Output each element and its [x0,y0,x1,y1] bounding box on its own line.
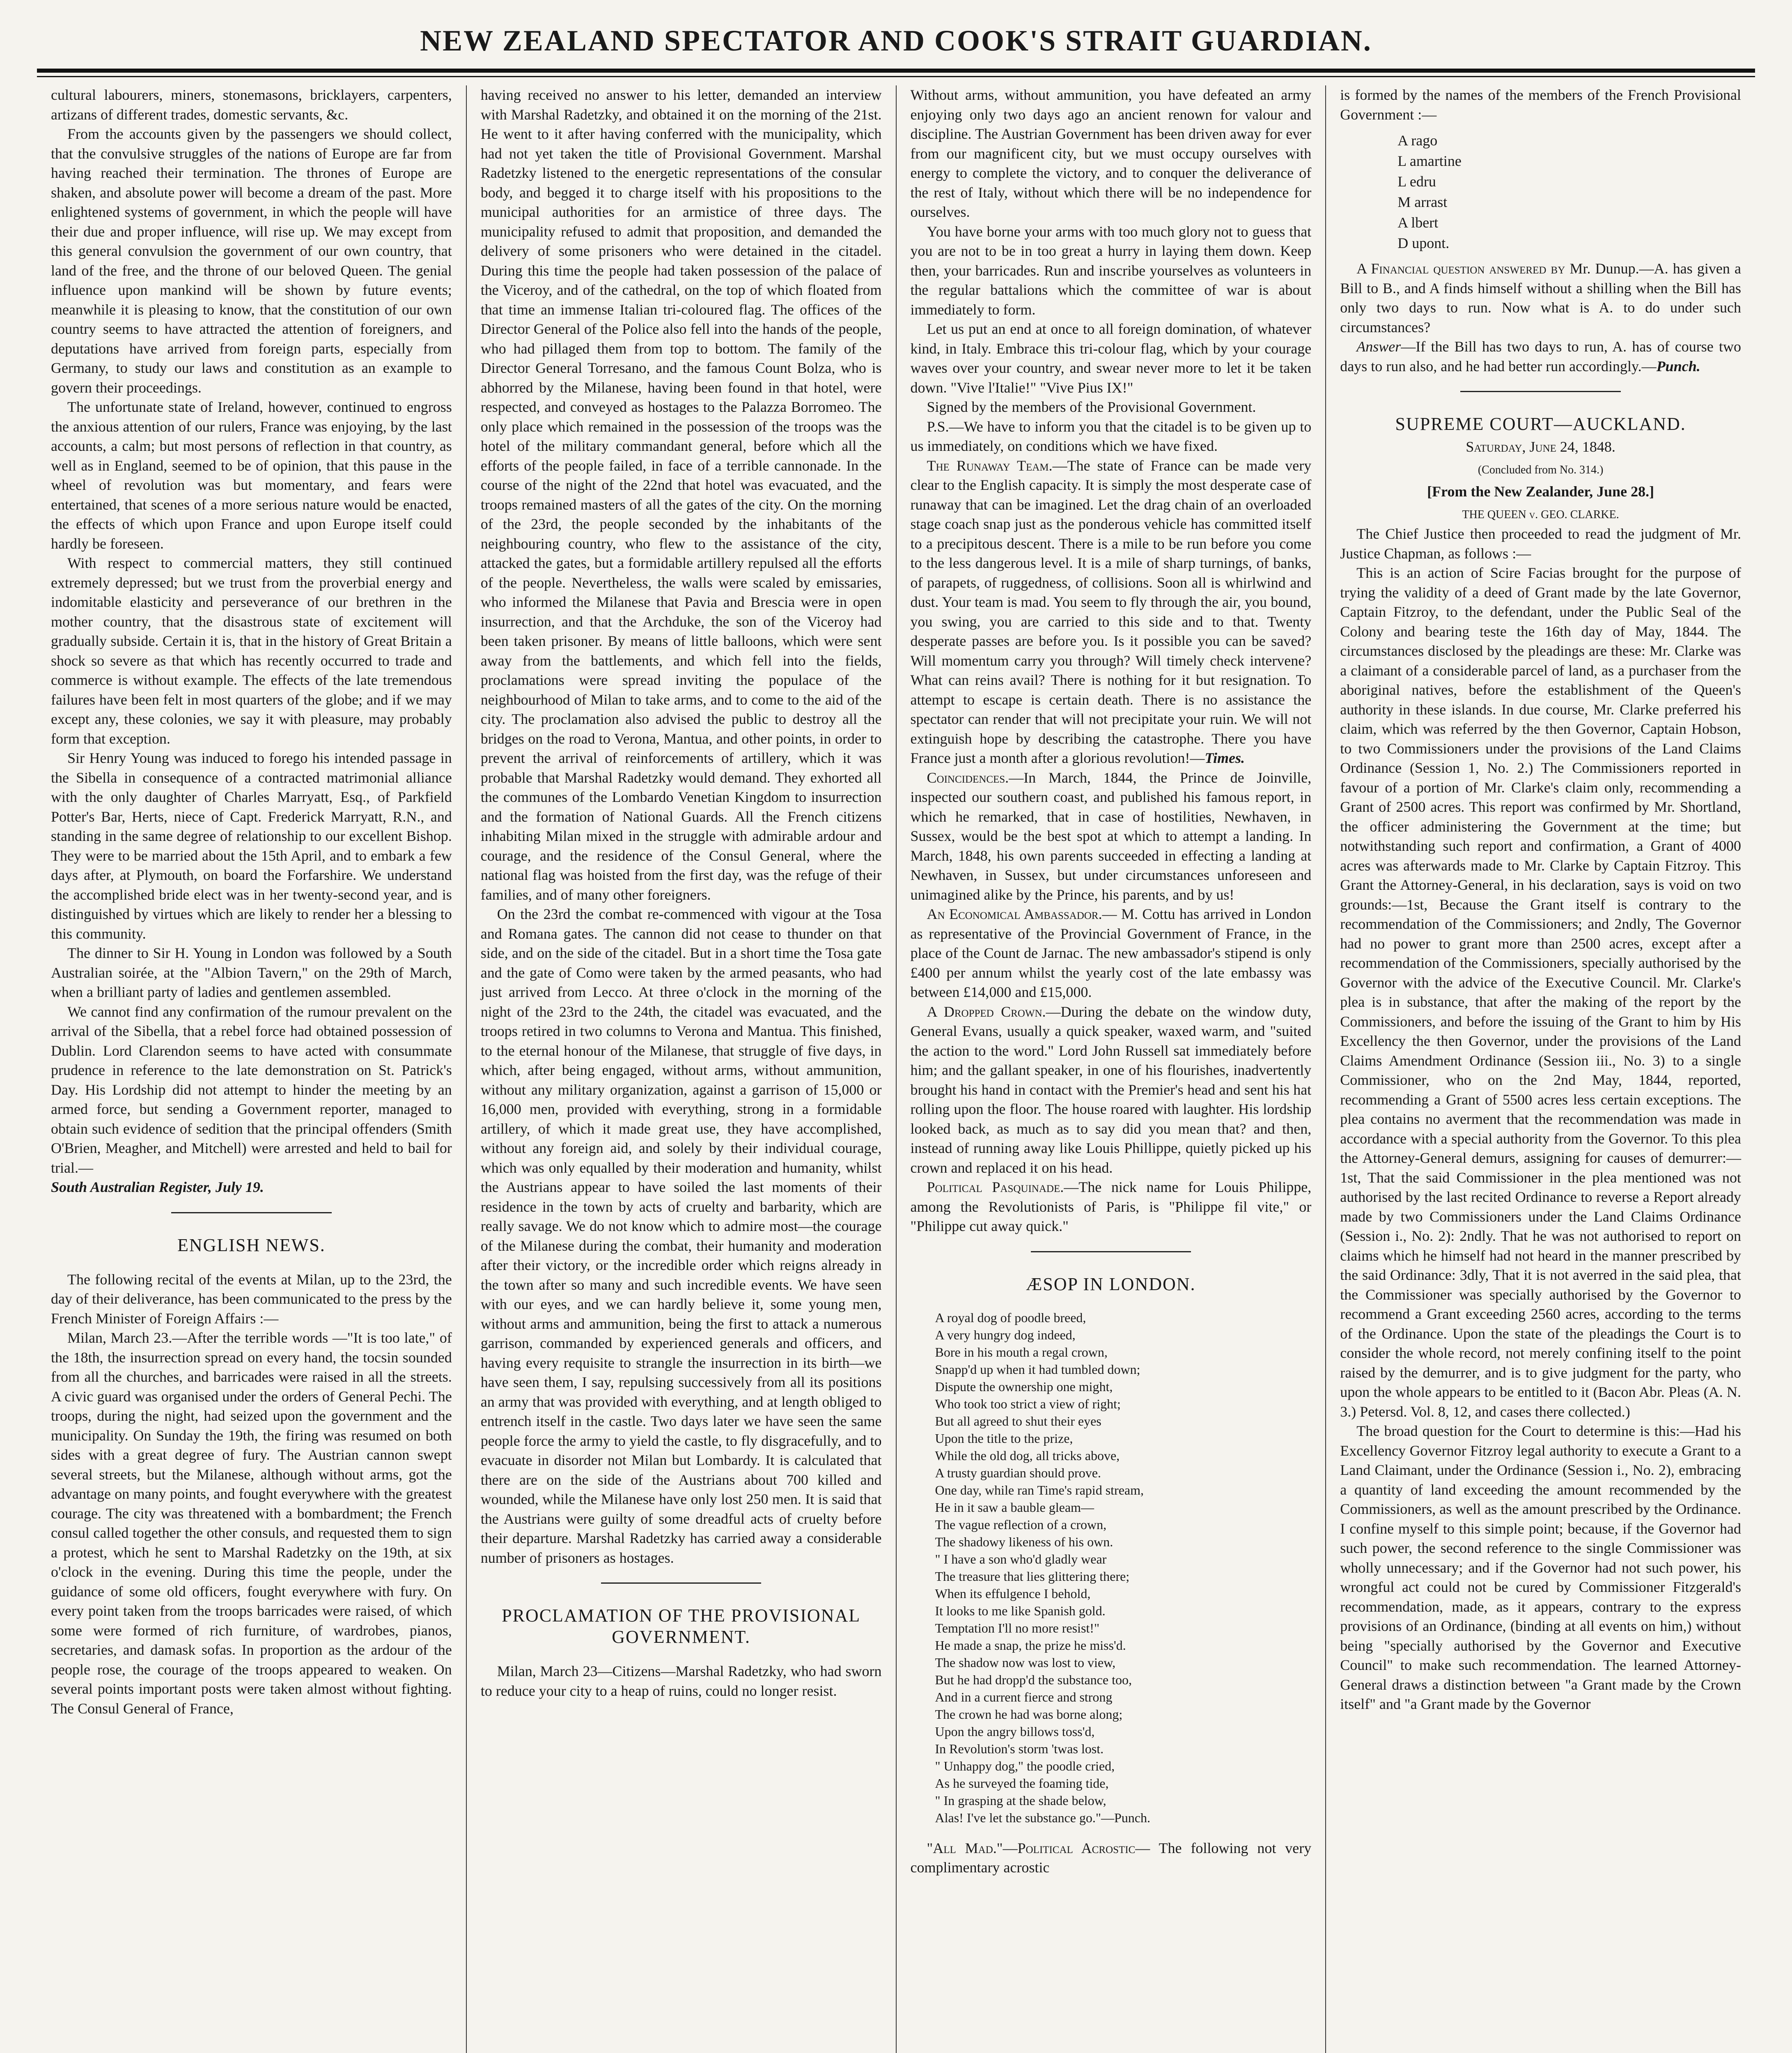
paragraph-text: We cannot find any confirmation of the rumour prevalent on the arrival of the Sibella, that a rebel force had obtained possession of Dublin. Lord Clarendon seems to have acted with consummate prudence in reference to the late demonstration on St. Patrick's Day. His Lordship did not attempt to hinder the meeting by an armed force, but sending a Government reporter, managed to obtain such evidence of sedition that the principal offenders (Smith O'Brien, Meagher, and Mitchell) were arrested and held to bail for trial.— [51,1003,452,1176]
signer-name: M arrast [1397,194,1448,211]
section-rule [1031,1251,1191,1252]
poem-line: In Revolution's storm 'twas lost. [935,1741,1104,1756]
poem-line: When its effulgence I behold, [935,1586,1091,1601]
poem-line: And in a current fierce and strong [935,1689,1113,1704]
paragraph: Milan, March 23.—After the terrible words —"It is too late," of the 18th, the insurrection spread on every hand, the tocsin sounded from all the churches, and barricades were raised in all the streets. A civic guard was organised under the orders of General Pechi. The troops, during the night, had seized upon the government and the municipality. On Sunday the 19th, the firing was resumed on both sides with a great degree of fury. The Austrian cannon swept several streets, but the Milanese, although without arms, got the advantage on many points, and fought everywhere with the greatest courage. The city was threatened with a bombardment; the French consul called together the other consuls, and requested them to sign a protest, which he sent to Marshal Radetzky on the 19th, at six o'clock in the evening. During this time the people, under the guidance of some old officers, fought everywhere with fury. On every point taken from the troops barricades were raised, of which some were formed of rich furniture, of wardrobes, pianos, secretaries, and damask sofas. In proportion as the ardour of the people rose, the courage of the troops appeared to weaken. On several points important posts were taken almost without fighting. The Consul General of France, [51,1330,452,1717]
paragraph: Let us put an end at once to all foreign domination, of whatever kind, in Italy. Embrace this tri-colour flag, which by your courage waves over your country, and swear never more to let it be taken down. "Vive l'Italie!" "Vive Pius IX!" [910,321,1312,396]
paragraph-text: —The nick name for Louis Philippe, among the Revolutionists of Paris, is "Philippe fil vite," or "Philippe cut away quick." [910,1179,1312,1235]
poem-line: Who took too strict a view of right; [935,1396,1121,1411]
paragraph: cultural labourers, miners, stonemasons, bricklayers, carpenters, artizans of different trades, domestic servants, &c. [51,87,452,123]
section-rule [1460,391,1621,392]
section-title-supreme-court: SUPREME COURT—AUCKLAND. [1395,414,1686,434]
poem-line: Upon the angry billows toss'd, [935,1724,1095,1739]
source-credit: South Australian Register, July 19. [51,1179,264,1196]
paragraph-text: —If the Bill has two days to run, A. has of course two days to run also, and he had better run accordingly.— [1340,338,1741,374]
column-1 [37,85,466,2053]
poem-line: But he had dropp'd the substance too, [935,1672,1132,1687]
section-title-proclamation: PROCLAMATION OF THE PROVISIONAL GOVERNMENT. [502,1605,861,1647]
poem-line: He made a snap, the prize he miss'd. [935,1637,1126,1653]
signer-name: L amartine [1397,153,1462,170]
item-heading: A Dropped Crown. [927,1003,1046,1020]
poem-line: As he surveyed the foaming tide, [935,1775,1109,1791]
poem-line: The treasure that lies glittering there; [935,1568,1130,1584]
paragraph: is formed by the names of the members of the French Provisional Government :— [1340,87,1741,123]
source-line: [From the New Zealander, June 28.] [1427,483,1654,500]
paragraph-text: —The state of France can be made very clear to the English capacity. It is simply the most desperate case of runaway that can be imagined. Let the drag chain of an overloaded stage coach snap just as the ponderous vehicle has committed itself to a precipitous descent. There is a mile to be run before you come to the less dangerous level. It is a mile of sharp turnings, of banks, of parapets, of ruggedness, of collisions. Soon all is whirlwind and dust. Your team is mad. You seem to fly through the air, you bound, you swing, you are carried to this side and to that. Twenty desperate passes are before you. Is it possible you can be saved? Will momentum carry you through? Will timely check intervene? What can reins avail? There is nothing for it but resignation. To attempt to escape is certain death. There is no assistance the spectator can render that will not precipitate your ruin. We will not extinguish hope by describing the catastrophe. There you have France just a month after a glorious revolution!— [910,457,1312,767]
poem-line: Bore in his mouth a regal crown, [935,1344,1108,1359]
poem-line: It looks to me like Spanish gold. [935,1603,1106,1618]
court-date: Saturday, June 24, 1848. [1466,439,1615,455]
paragraph: The broad question for the Court to determine is this:—Had his Excellency Governor Fitzroy legal authority to execute a Grant to a Land Claimant, under the Ordinance (Session i., No. 2), embracing a quantity of land exceeding the amount recommended by the Commissioners, as well as the amount prescribed by the Ordinance. I confine myself to this simple point; because, if the Governor had such power, the second reference to the single Commissioner was wholly unnecessary; and if the Governor had not such power, his wrongful act could not be cured by Commissioner Fitzgerald's recommendation, made, as it appears, contrary to the express provisions of an Ordinance, (binding at all events on him,) without being "specially authorised by the Governor and Executive Council" to make such recommendation. The learned Attorney-General draws a distinction between "a Grant made by the Crown itself" and "a Grant made by the Governor [1340,1423,1742,1713]
paragraph: The following recital of the events at Milan, up to the 23rd, the day of their deliverance, has been communicated to the press by the French Minister of Foreign Affairs :— [51,1271,452,1327]
source-credit: Punch. [1656,358,1700,374]
masthead-rule-thin [37,76,1755,77]
paragraph [1340,259,1741,337]
paragraph-text: —In March, 1844, the Prince de Joinville, inspected our southern coast, and published his famous report, in which he remarked, that in case of hostilities, Newhaven, in Sussex, would be the best spot at which to attempt a landing. In March, 1848, his own parents succeeded in effecting a landing at Newhaven, in Sussex, but under circumstances unforeseen and unimagined alike by the Prince, his parents, and by us! [910,769,1312,903]
signer-name: D upont. [1397,235,1450,252]
paragraph: You have borne your arms with too much glory not to guess that you are not to be in too great a hurry in laying them down. Keep then, your barricades. Run and inscribe yourselves as volunteers in the regular battalions which the committee of war is about immediately to form. [910,223,1312,318]
masthead-rule-thick [37,69,1755,73]
paragraph: This is an action of Scire Facias brought for the purpose of trying the validity of a deed of Grant made by the late Governor, Captain Fitzroy, to the defendant, under the Public Seal of the Colony and bearing teste the 16th day of May, 1844. The circumstances disclosed by the pleadings are these: Mr. Clarke was a claimant of a considerable parcel of land, as a purchaser from the aboriginal natives, before the establishment of the Queen's authority in these islands. In due course, Mr. Clarke preferred his claim, which was referred by the then Governor, Captain Hobson, to two Commissioners under the provisions of the Land Claims Ordinance (Session 1, No. 2.) The Commissioners reported in favour of a portion of Mr. Clarke's claim only, recommending a Grant of 2500 acres. This report was confirmed by Mr. Shortland, the officer administering the Government at the time; but notwithstanding such report and confirmation, a Grant of 4000 acres was afterwards made to Mr. Clarke by Captain Fitzroy. This Grant the Attorney-General, in his declaration, says is void on two grounds:—1st, Because the Grant itself is contrary to the recommendation of the Commissioners; and 2ndly, The Governor had no power to grant more than 2500 acres, except after a recommendation of the Commissioners, specially authorised by the Governor with the advice of the Executive Council. Mr. Clarke's plea is in substance, that after the making of the report by the Commissioners, and before the issuing of the Grant to him by His Excellency the then Governor, under the provisions of the Land Claims Amendment Ordinance (Session iii., No. 3) to a single Commissioner, who on the 2nd May, 1844, reported, recommending a Grant of 5500 acres less certain exceptions. The plea contains no averment that the recommendation was made in accordance with a special authority from the Governor. To this plea the Attorney-General demurs, assigning for causes of demurrer:—1st, That the said Commissioner in the plea mentioned was not authorised by the last recited Ordinance to reverse a Report already made by two Commissioners under the Land Claims Ordinance (Session i., No. 2): 2ndly. That he was not authorised to report on claims which he himself had not heard in the manner prescribed by the said Ordinance: 3dly, That it is not averred in the said plea, that the Commissioner was specially authorised by the Governor to recommend a Grant exceeding 2560 acres, according to the terms of the Ordinance. Upon the state of the pleadings the Court is to consider the whole record, not merely confining itself to the point raised by the demurrer, and is to give judgment for the party, who upon the whole appears to be entitled to it (Bacon Abr. Pleas (A. N. 3.) Petersd. Vol. 8, 12, and cases there collected.) [1340,565,1741,1420]
paragraph: Signed by the members of the Provisional Government. [927,399,1256,416]
paragraph-text: The following not very complimentary acrostic [910,1839,1312,1876]
poem-line: The crown he had was borne along; [935,1706,1123,1722]
paragraph [51,1002,452,1197]
paragraph: having received no answer to his letter, demanded an interview with Marshal Radetzky, and obtained it on the morning of the 21st. He went to it after having conferred with the municipality, which had not yet taken the title of Provisional Government. Marshal Radetzky listened to the energetic representations of the consular body, and begged it to charge itself with his propositions to the municipal authorities for an armistice of three days. The municipality refused to admit that proposition, and demanded the delivery of some prisoners who were detained in the citadel. During this time the people had taken possession of the palace of the Viceroy, and of the cathedral, on the top of which floated from that time an immense Italian tri-coloured flag. The offices of the Director General of the Police also fell into the hands of the people, who had pillaged them from top to bottom. The family of the Director General Torresano, and the famous Count Bolza, who is abhorred by the Milanese, having been found in that hotel, were respected, and conveyed as hostages to the Palazza Borromeo. The only place which remained in the possession of the troops was the hotel of the military commandant general, before which all the efforts of the people failed, in face of a terrible cannonade. In the course of the night of the 22nd that hotel was evacuated, and the troops remained masters of all the gates of the city. On the morning of the 23rd, the people seconded by the inhabitants of the neighbouring country, who flew to the assistance of the city, attacked the gates, but a formidable artillery repulsed all the efforts of the people. Nevertheless, the walls were scaled by emissaries, who informed the Milanese that Pavia and Brescia were in open insurrection, and that the Archduke, the son of the Viceroy had been taken prisoner. By means of little balloons, which were sent away from the battlements, and which fell into the fields, proclamations were spread inviting the populace of the neighbourhood of Milan to take arms, and to come to the aid of the city. The proclamation also advised the public to destroy all the bridges on the road to Verona, Mantua, and other points, in order to prevent the arrival of reinforcements of artillery, which it was probable that Marshal Radetzky would demand. They exhorted all the communes of the Lombardo Venetian Kingdom to insurrection and the formation of National Guards. All the French citizens inhabiting Milan mixed in the struggle with admirable ardour and courage, and the residence of the Consul General, where the national flag was hoisted from the first day, was the refuge of their families, and of many other foreigners. [480,87,882,903]
section-title-english-news: ENGLISH NEWS. [177,1235,326,1255]
paragraph-text: Mr. Dunup.—A. has given a Bill to B., and A finds himself without a shilling when the Bill has only two days to run. Now what is A. to do under such circumstances? [1340,260,1741,335]
paragraph: The Chief Justice then proceeded to read the judgment of Mr. Justice Chapman, as follows :— [1340,526,1741,562]
signer-name: A lbert [1397,214,1439,231]
poem-line: While the old dog, all tricks above, [935,1448,1120,1463]
poem-line: The shadow now was lost to view, [935,1655,1116,1670]
poem-line: Snapp'd up when it had tumbled down; [935,1362,1140,1377]
poem-line: The shadowy likeness of his own. [935,1534,1113,1549]
signers-list [1340,130,1741,253]
paragraph: P.S.—We have to inform you that the citadel is to be given up to us immediately, on conditions which we have fixed. [910,418,1312,455]
column-3 [896,85,1326,2053]
concluded-note: (Concluded from No. 314.) [1478,463,1604,476]
poem-line: He in it saw a bauble gleam— [935,1500,1094,1515]
poem-line: A trusty guardian should prove. [935,1465,1101,1480]
paragraph [911,1178,1312,1236]
poem [911,1309,1312,1826]
paragraph [911,905,1312,1002]
paragraph [911,1002,1312,1178]
item-heading: An Economical Ambassador. [927,906,1102,923]
paragraph [1340,337,1741,376]
signer-name: A rago [1397,132,1438,149]
paragraph: The unfortunate state of Ireland, however, continued to engross the anxious attention of our rulers, France was enjoying, by the last accounts, a calm; but most persons of reflection in that country, as well as in England, seemed to be of opinion, that this pause in the wheel of revolution was but momentary, and fears were entertained, that scenes of a more serious nature would be enacted, the effects of which upon France and upon Europe itself could hardly be foreseen. [51,399,452,552]
item-heading: Political Pasquinade. [927,1179,1064,1196]
poem-line: Upon the title to the prize, [935,1431,1073,1446]
section-rule [171,1212,332,1213]
item-heading: Coincidences. [927,769,1009,786]
column-4 [1325,85,1755,2053]
paragraph: Milan, March 23—Citizens—Marshal Radetzky, who had sworn to reduce your city to a heap of ruins, could no longer resist. [480,1663,882,1699]
paragraph: Sir Henry Young was induced to forego his intended passage in the Sibella in consequence of a contracted matrimonial alliance with the only daughter of Charles Marryatt, Esq., of Parkfield Potter's Bar, Herts, niece of Capt. Frederick Marryatt, R.N., and standing in the same degree of relationship to our excellent Bishop. They were to be married about the 15th April, and to embark a few days after, at Plymouth, on board the Forfarshire. We understand the accomplished bride elect was in her twenty-second year, and is distinguished by virtues which are likely to render her a blessing to this community. [51,750,452,942]
poem-line: A royal dog of poodle breed, [935,1310,1086,1325]
poem-line: " In grasping at the shade below, [935,1793,1106,1808]
poem-line: Temptation I'll no more resist!" [935,1620,1099,1635]
section-title-aesop: ÆSOP IN LONDON. [1026,1274,1196,1294]
columns [37,85,1755,2053]
paragraph: The dinner to Sir H. Young in London was followed by a South Australian soirée, at the "Albion Tavern," on the 29th of March, when a brilliant party of ladies and gentlemen assembled. [51,945,452,1001]
paragraph-text: —During the debate on the window duty, General Evans, usually a quick speaker, waxed warm, and "suited the action to the word." Lord John Russell sat immediately before him; and the gallant speaker, in one of his flourishes, inadvertently brought his hand in contact with the Premier's head and sent his hat rolling upon the floor. The house roared with laughter. His lordship looked back, as much as to say did you mean that? and then, instead of running away like Louis Phillippe, quietly picked up his crown and replaced it on his head. [910,1003,1312,1176]
paragraph: With respect to commercial matters, they still continued extremely depressed; but we trust from the proverbial energy and indomitable elasticity and perseverance of our brethren in the mother country, that the disastrous state of excitement will gradually subside. Certain it is, that in the history of Great Britain a shock so severe as that which has recently occurred to trade and commerce is without example. The effects of the late tremendous failures have been felt in most quarters of the globe; and if we may except any, these colonies, we say it with pleasure, may probably form that exception. [51,555,452,747]
source-credit: Times. [1205,750,1245,767]
paragraph: On the 23rd the combat re-commenced with vigour at the Tosa and Romana gates. The cannon did not cease to thunder on that side, and on the side of the citadel. But in a short time the Tosa gate and the gate of Como were taken by the armed peasants, who had just arrived from Lecco. At three o'clock in the morning of the night of the 23rd to the 24th, the citadel was evacuated, and the troops retired in two columns to Verona and Mantua. This finished, to the eternal honour of the Milanese, that struggle of five days, in which, after being engaged, without arms, without ammunition, without any military organization, against a garrison of 15,000 or 16,000 men, provided with everything, strong in a formidable artillery, of which it made great use, they have accomplished, without any foreign aid, and solely by their individual courage, which was only equalled by their moderation and humanity, whilst the Austrians appear to have soiled the last moments of their residence in the town by acts of cruelty and barbarity, which are really savage. We do not know which to admire most—the courage of the Milanese during the combat, their humanity and moderation after their victory, or the incredible order which reigns already in the town after so many and such incredible events. We have seen with our eyes, and we can hardly believe it, some young men, without arms and ammunition, being the first to attack a numerous garrison, commanded by experienced generals and officers, and having every requisite to strangle the insurrection in its birth—we have seen them, I say, repulsing successively from all its positions an army that was provided with everything, and at length obliged to entrench itself in the castle. Two days later we have seen the same people force the army to yield the castle, to fly disgracefully, and to evacuate in disorder not Milan but Lombardy. It is calculated that there are on the side of the Austrians about 700 killed and wounded, while the Milanese have only lost 250 men. It is said that the Austrians were guilty of some dreadful acts of cruelty before their departure. Marshal Radetzky has carried away a considerable number of prisoners as hostages. [480,906,882,1566]
item-heading: The Runaway Team. [927,457,1053,474]
item-heading: "All Mad."—Political Acrostic— [927,1839,1150,1856]
paragraph [911,456,1312,768]
case-title: THE QUEEN v. GEO. CLARKE. [1462,508,1619,521]
item-heading: A Financial question answered by [1356,260,1565,277]
signer-name: L edru [1397,173,1436,190]
poem-line: The vague reflection of a crown, [935,1517,1107,1532]
poem-line: Dispute the ownership one might, [935,1379,1113,1394]
paragraph [911,768,1312,905]
column-2 [466,85,896,2053]
answer-heading: Answer [1356,338,1401,355]
poem-line: Alas! I've let the substance go."—Punch. [935,1810,1150,1825]
poem-line: " I have a son who'd gladly wear [935,1551,1107,1566]
paragraph-text: — M. Cottu has arrived in London as representative of the Provincial Government of France, in the place of the Count de Jarnac. The new ambassador's stipend is only £400 per annum whilst the yearly cost of the late embassy was between £14,000 and £15,000. [910,906,1312,1001]
section-rule [601,1582,762,1584]
poem-line: One day, while ran Time's rapid stream, [935,1482,1144,1497]
paragraph: From the accounts given by the passengers we should collect, that the convulsive struggles of the nations of Europe are far from having reached their termination. The thrones of Europe are shaken, and absolute power will become a dream of the past. More enlightened systems of government, in which the people will have their due and proper influence, will rise up. We may except from this general convulsion the government of our own country, that land of the free, and the throne of our beloved Queen. The genial influence upon mankind will be shown by future events; meanwhile it is pleasing to know, that the constitution of our own country seems to have attracted the attention of foreigners, and deputations have arrived from foreign parts, especially from Germany, to study our laws and constitution as an example to govern their proceedings. [51,126,452,396]
paragraph: Without arms, without ammunition, you have defeated an army enjoying only two days ago an ancient renown for valour and discipline. The Austrian Government has been driven away for ever from our magnificent city, but we must occupy ourselves with energy to complete the victory, and to conquer the deliverance of the rest of Italy, without which there will be no independence for ourselves. [910,87,1312,220]
paragraph [911,1839,1312,1878]
masthead: NEW ZEALAND SPECTATOR AND COOK'S STRAIT GUARDIAN. [420,24,1372,57]
poem-line: " Unhappy dog," the poodle cried, [935,1758,1115,1773]
poem-line: A very hungry dog indeed, [935,1327,1076,1342]
poem-line: But all agreed to shut their eyes [935,1413,1101,1428]
